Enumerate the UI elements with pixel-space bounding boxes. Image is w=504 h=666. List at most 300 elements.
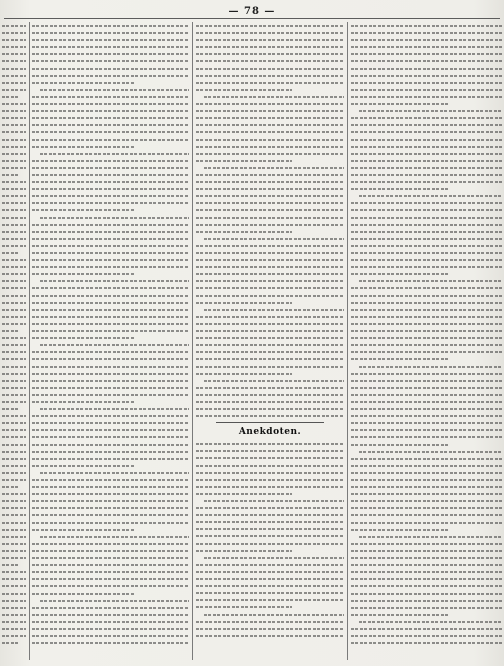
text-line [32, 171, 189, 178]
text-line [2, 242, 26, 249]
text-line [351, 327, 502, 334]
text-line [196, 199, 344, 206]
text-line [32, 483, 189, 490]
text-line [351, 618, 502, 625]
text-line [196, 462, 344, 469]
text-line [32, 150, 189, 157]
text-line [32, 157, 189, 164]
text-line [2, 639, 26, 646]
text-line [351, 582, 502, 589]
text-line [351, 419, 502, 426]
text-line [32, 235, 189, 242]
text-line [2, 29, 26, 36]
text-line [2, 114, 26, 121]
text-line [2, 582, 26, 589]
text-line [351, 575, 502, 582]
text-line [32, 263, 189, 270]
text-line [2, 533, 26, 540]
text-line [2, 228, 26, 235]
text-line [2, 526, 26, 533]
text-line [196, 334, 344, 341]
column-separator [29, 22, 30, 660]
text-line [351, 36, 502, 43]
text-line [2, 327, 26, 334]
text-line [196, 164, 344, 171]
text-line [2, 284, 26, 291]
text-line [351, 490, 502, 497]
text-line [351, 22, 502, 29]
text-line [196, 206, 344, 213]
text-line [32, 143, 189, 150]
text-line [2, 121, 26, 128]
text-line [351, 150, 502, 157]
text-line [196, 363, 344, 370]
text-line [2, 214, 26, 221]
text-line [351, 171, 502, 178]
text-line [351, 143, 502, 150]
text-line [196, 221, 344, 228]
text-line [351, 519, 502, 526]
text-line [196, 313, 344, 320]
text-line [196, 249, 344, 256]
text-line [351, 412, 502, 419]
text-line [196, 412, 344, 419]
text-line [32, 632, 189, 639]
text-line [2, 412, 26, 419]
text-line [2, 391, 26, 398]
text-line [196, 611, 344, 618]
text-line [196, 29, 344, 36]
text-line [351, 476, 502, 483]
text-line [32, 192, 189, 199]
text-line [2, 206, 26, 213]
text-line [32, 455, 189, 462]
text-line [351, 568, 502, 575]
text-line [196, 150, 344, 157]
text-line [32, 93, 189, 100]
text-line [32, 185, 189, 192]
text-line [32, 476, 189, 483]
text-line [196, 79, 344, 86]
text-line [196, 50, 344, 57]
text-line [196, 171, 344, 178]
text-line [2, 448, 26, 455]
text-line [351, 377, 502, 384]
text-line [351, 511, 502, 518]
text-line [32, 533, 189, 540]
text-line [2, 43, 26, 50]
text-line [351, 121, 502, 128]
text-line [2, 143, 26, 150]
text-line [351, 632, 502, 639]
text-line [2, 306, 26, 313]
text-line [196, 341, 344, 348]
text-line [196, 100, 344, 107]
text-line [351, 228, 502, 235]
text-line [196, 596, 344, 603]
text-line [32, 419, 189, 426]
text-line [196, 632, 344, 639]
text-line [2, 79, 26, 86]
text-line [32, 568, 189, 575]
text-line [2, 370, 26, 377]
text-line [2, 348, 26, 355]
text-line [351, 185, 502, 192]
text-line [351, 65, 502, 72]
text-line [32, 341, 189, 348]
text-line [32, 270, 189, 277]
text-line [351, 483, 502, 490]
text-line [351, 590, 502, 597]
text-line [351, 334, 502, 341]
text-line [196, 185, 344, 192]
text-line [351, 540, 502, 547]
text-line [32, 313, 189, 320]
text-line [196, 504, 344, 511]
text-line [2, 235, 26, 242]
text-line [196, 178, 344, 185]
text-line [351, 299, 502, 306]
text-line [2, 65, 26, 72]
text-line [2, 604, 26, 611]
text-line [351, 178, 502, 185]
text-line [351, 136, 502, 143]
text-line [32, 299, 189, 306]
text-line [2, 299, 26, 306]
text-line [2, 441, 26, 448]
text-line [32, 114, 189, 121]
text-line [196, 440, 344, 447]
text-line [351, 625, 502, 632]
text-line [351, 405, 502, 412]
text-line [351, 497, 502, 504]
text-line [351, 164, 502, 171]
text-line [32, 540, 189, 547]
text-line [351, 284, 502, 291]
text-line [32, 597, 189, 604]
text-line [351, 256, 502, 263]
text-line [351, 93, 502, 100]
text-line [32, 504, 189, 511]
text-line [196, 348, 344, 355]
text-line [2, 469, 26, 476]
text-line [32, 43, 189, 50]
text-line [196, 72, 344, 79]
column-2-text [32, 22, 189, 660]
text-line [2, 72, 26, 79]
page-number: — 78 — [228, 6, 276, 17]
text-line [32, 547, 189, 554]
text-line [196, 447, 344, 454]
text-line [2, 249, 26, 256]
text-line [32, 79, 189, 86]
text-line [2, 497, 26, 504]
text-line [351, 384, 502, 391]
text-line [196, 476, 344, 483]
text-line [32, 441, 189, 448]
text-line [196, 228, 344, 235]
text-line [32, 327, 189, 334]
text-line [196, 370, 344, 377]
text-line [351, 504, 502, 511]
text-line [351, 639, 502, 646]
text-line [2, 22, 26, 29]
text-line [2, 36, 26, 43]
text-line [2, 511, 26, 518]
text-line [32, 178, 189, 185]
text-line [351, 79, 502, 86]
text-line [196, 483, 344, 490]
text-line [2, 292, 26, 299]
text-line [32, 433, 189, 440]
text-line [32, 107, 189, 114]
text-line [2, 419, 26, 426]
text-line [2, 313, 26, 320]
text-line [351, 363, 502, 370]
text-line [196, 214, 344, 221]
text-line [196, 582, 344, 589]
text-line [2, 554, 26, 561]
text-line [196, 299, 344, 306]
text-line [2, 384, 26, 391]
text-line [32, 206, 189, 213]
text-line [196, 405, 344, 412]
text-line [351, 263, 502, 270]
text-line [32, 426, 189, 433]
text-line [351, 235, 502, 242]
text-line [351, 526, 502, 533]
text-line [196, 575, 344, 582]
text-line [351, 547, 502, 554]
text-line [196, 589, 344, 596]
text-line [2, 192, 26, 199]
text-line [2, 462, 26, 469]
text-line [196, 320, 344, 327]
text-line [32, 334, 189, 341]
text-line [196, 263, 344, 270]
text-line [196, 511, 344, 518]
text-line [351, 214, 502, 221]
text-line [32, 391, 189, 398]
text-line [351, 43, 502, 50]
text-line [32, 526, 189, 533]
text-line [351, 455, 502, 462]
text-line [32, 554, 189, 561]
text-line [32, 604, 189, 611]
text-line [2, 426, 26, 433]
text-line [351, 426, 502, 433]
text-line [351, 448, 502, 455]
text-line [32, 50, 189, 57]
text-line [351, 128, 502, 135]
text-line [2, 270, 26, 277]
text-line [32, 370, 189, 377]
column-4-text [351, 22, 502, 660]
text-line [196, 86, 344, 93]
text-line [32, 398, 189, 405]
text-line [2, 320, 26, 327]
column-3-body-bottom [196, 440, 344, 639]
section-heading-anekdoten: Anekdoten. [238, 427, 302, 438]
text-line [196, 391, 344, 398]
text-line [351, 57, 502, 64]
text-line [351, 306, 502, 313]
text-line [351, 320, 502, 327]
text-line [32, 214, 189, 221]
text-line [2, 504, 26, 511]
text-line [2, 93, 26, 100]
text-line [32, 582, 189, 589]
text-line [196, 256, 344, 263]
text-line [196, 128, 344, 135]
text-line [2, 86, 26, 93]
text-line [2, 540, 26, 547]
text-line [32, 320, 189, 327]
text-line [351, 462, 502, 469]
text-line [32, 256, 189, 263]
text-line [2, 363, 26, 370]
text-line [196, 121, 344, 128]
text-line [196, 22, 344, 29]
text-line [196, 532, 344, 539]
text-line [2, 57, 26, 64]
text-line [32, 412, 189, 419]
column-3-text [196, 22, 344, 660]
text-line [196, 398, 344, 405]
text-line [196, 568, 344, 575]
text-line [196, 270, 344, 277]
text-line [2, 632, 26, 639]
text-line [351, 441, 502, 448]
text-line [196, 235, 344, 242]
text-line [2, 164, 26, 171]
text-line [351, 107, 502, 114]
text-line [32, 611, 189, 618]
text-line [196, 603, 344, 610]
text-line [351, 249, 502, 256]
text-line [351, 391, 502, 398]
text-line [2, 199, 26, 206]
text-line [2, 519, 26, 526]
text-line [2, 405, 26, 412]
text-line [351, 292, 502, 299]
text-line [32, 462, 189, 469]
text-line [196, 306, 344, 313]
section-rule [216, 422, 324, 423]
header-rule [4, 18, 500, 19]
text-line [32, 86, 189, 93]
text-line [351, 313, 502, 320]
text-line [196, 454, 344, 461]
text-line [32, 490, 189, 497]
text-line [196, 93, 344, 100]
text-line [351, 433, 502, 440]
text-line [32, 29, 189, 36]
text-line [32, 306, 189, 313]
text-line [351, 341, 502, 348]
text-line [2, 561, 26, 568]
text-line [32, 128, 189, 135]
text-line [2, 256, 26, 263]
text-line [32, 22, 189, 29]
text-line [32, 625, 189, 632]
text-line [32, 57, 189, 64]
text-line [351, 348, 502, 355]
text-line [351, 554, 502, 561]
text-line [196, 192, 344, 199]
text-line [351, 29, 502, 36]
text-line [351, 355, 502, 362]
text-line [2, 157, 26, 164]
text-line [2, 377, 26, 384]
column-separator [347, 22, 348, 660]
text-line [2, 575, 26, 582]
text-line [2, 263, 26, 270]
text-line [196, 525, 344, 532]
text-line [32, 561, 189, 568]
text-line [351, 370, 502, 377]
text-line [351, 597, 502, 604]
text-line [32, 511, 189, 518]
text-line [196, 36, 344, 43]
text-line [196, 518, 344, 525]
text-line [2, 334, 26, 341]
text-line [32, 284, 189, 291]
text-line [351, 533, 502, 540]
text-line [351, 86, 502, 93]
text-line [196, 540, 344, 547]
text-line [351, 206, 502, 213]
text-line [2, 178, 26, 185]
text-line [196, 625, 344, 632]
text-line [32, 199, 189, 206]
text-line [2, 221, 26, 228]
text-line [32, 72, 189, 79]
text-line [32, 121, 189, 128]
text-line [32, 497, 189, 504]
text-line [2, 107, 26, 114]
text-line [32, 65, 189, 72]
text-line [196, 554, 344, 561]
text-line [2, 611, 26, 618]
text-line [2, 547, 26, 554]
text-line [32, 618, 189, 625]
text-line [196, 355, 344, 362]
text-line [2, 355, 26, 362]
text-line [32, 277, 189, 284]
text-line [196, 157, 344, 164]
text-line [32, 363, 189, 370]
text-line [196, 277, 344, 284]
text-line [32, 348, 189, 355]
text-line [351, 199, 502, 206]
text-line [351, 277, 502, 284]
text-line [351, 72, 502, 79]
text-line [196, 618, 344, 625]
text-line [2, 433, 26, 440]
text-line [351, 50, 502, 57]
text-line [196, 377, 344, 384]
text-line [32, 136, 189, 143]
text-line [32, 100, 189, 107]
text-line [2, 136, 26, 143]
text-line [2, 476, 26, 483]
text-line [32, 575, 189, 582]
text-line [2, 171, 26, 178]
text-line [196, 384, 344, 391]
text-line [32, 355, 189, 362]
text-line [32, 221, 189, 228]
